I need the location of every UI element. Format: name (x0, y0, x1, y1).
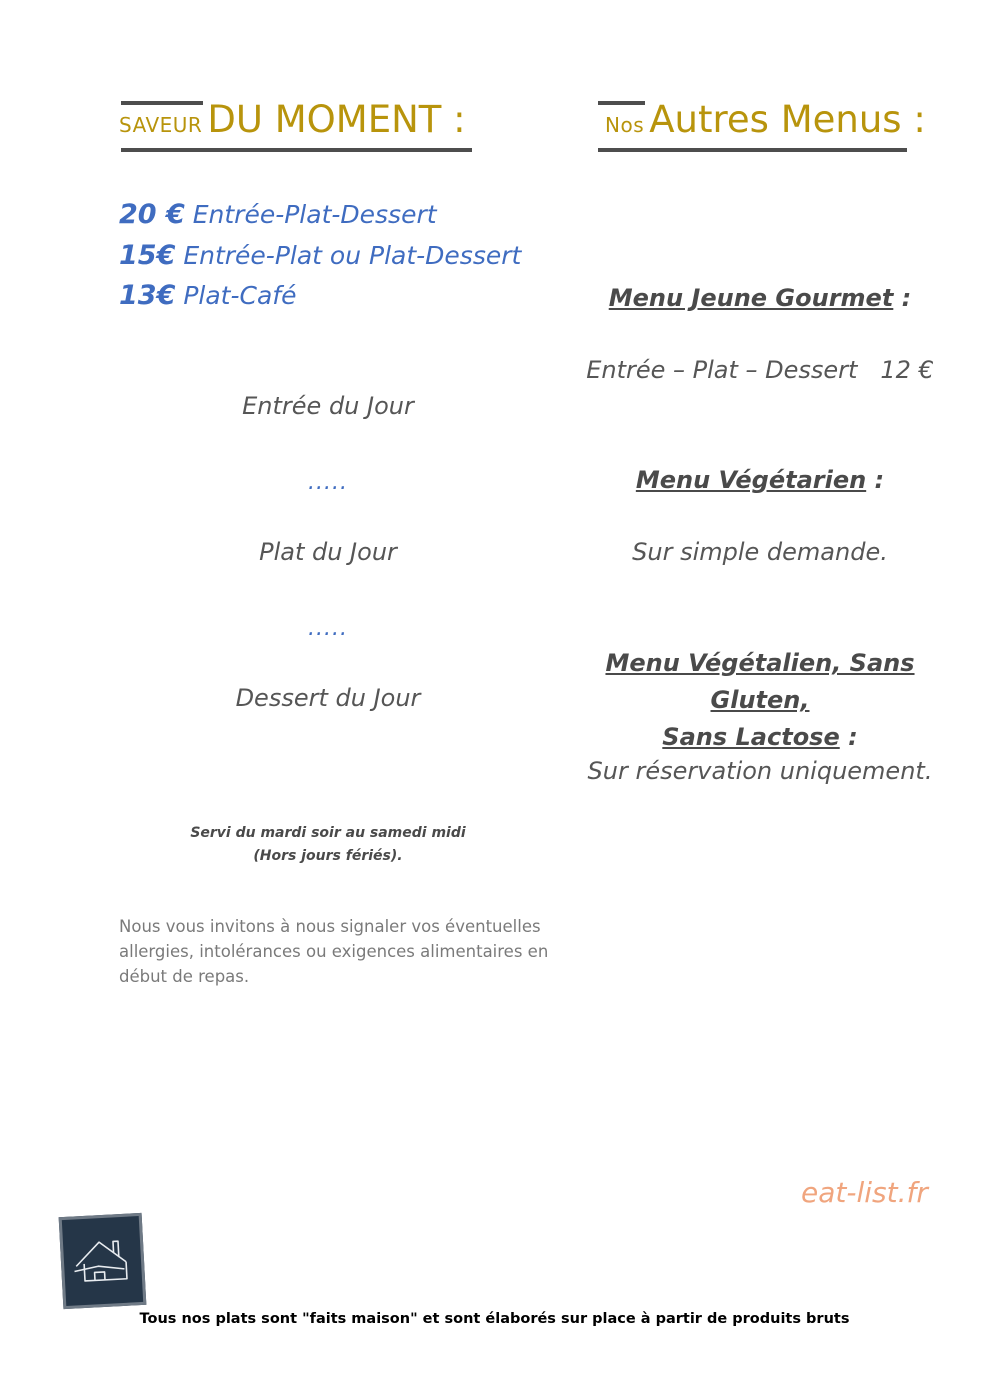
separator-1: ..... (308, 470, 348, 495)
main-of-the-day: Plat du Jour (259, 538, 397, 566)
right-heading-small: Nos (605, 113, 645, 137)
footer-note: Tous nos plats sont "faits maison" et sont élaborés sur place à partir de produits bruts (139, 1311, 850, 1327)
formula-1-price: 20 € (119, 199, 185, 230)
served-line-2: (Hors jours fériés). (253, 848, 403, 864)
allergy-line-2: allergies, intolérances ou exigences alimentaires en (119, 942, 549, 961)
menu-jeune-gourmet-text: Entrée – Plat – Dessert 12 € (586, 356, 934, 384)
menu-jeune-gourmet-name: Menu Jeune Gourmet (608, 284, 894, 312)
left-heading-small: SAVEUR (119, 113, 203, 137)
right-heading-big: Autres Menus : (649, 98, 926, 141)
dessert-of-the-day: Dessert du Jour (235, 684, 421, 712)
left-heading-bottom-bar (121, 148, 472, 152)
site-watermark: eat-list.fr (801, 1176, 928, 1209)
starter-of-the-day: Entrée du Jour (242, 392, 414, 420)
formula-2 (119, 242, 521, 269)
formula-3-label: Plat-Café (183, 281, 297, 310)
menu-vegetarien-name: Menu Végétarien (635, 466, 867, 494)
right-heading-bottom-bar (598, 148, 907, 152)
right-heading (605, 98, 926, 141)
menu-vegetarien-colon: : (866, 466, 885, 494)
left-heading (119, 98, 466, 141)
menu-vegetalien-colon: : (839, 723, 858, 751)
menu-vegetarien-text: Sur simple demande. (632, 538, 888, 566)
formula-1-label: Entrée-Plat-Dessert (192, 200, 437, 229)
served-line-1: Servi du mardi soir au samedi midi (190, 825, 466, 841)
left-heading-big: DU MOMENT : (207, 98, 466, 141)
formula-3-price: 13€ (119, 280, 176, 311)
formula-2-price: 15€ (119, 240, 176, 271)
formula-1 (119, 201, 437, 228)
allergy-line-1: Nous vous invitons à nous signaler vos éventuelles (119, 917, 541, 936)
formula-3 (119, 282, 296, 309)
menu-vegetalien-name-line-1: Menu Végétalien, Sans Gluten, (605, 649, 915, 714)
menu-jeune-gourmet-colon: : (893, 284, 912, 312)
separator-2: ..... (308, 616, 348, 641)
house-icon (62, 1216, 143, 1306)
restaurant-logo (59, 1213, 147, 1309)
menu-vegetalien-title (560, 645, 960, 756)
formula-2-label: Entrée-Plat ou Plat-Dessert (183, 241, 522, 270)
menu-jeune-gourmet-title (560, 280, 960, 317)
menu-vegetalien-text: Sur réservation uniquement. (587, 757, 933, 785)
served-note (108, 822, 548, 868)
allergy-line-3: début de repas. (119, 967, 250, 986)
menu-vegetarien-title (560, 462, 960, 499)
menu-vegetalien-name-line-2: Sans Lactose (662, 723, 840, 751)
allergy-note (119, 914, 559, 989)
